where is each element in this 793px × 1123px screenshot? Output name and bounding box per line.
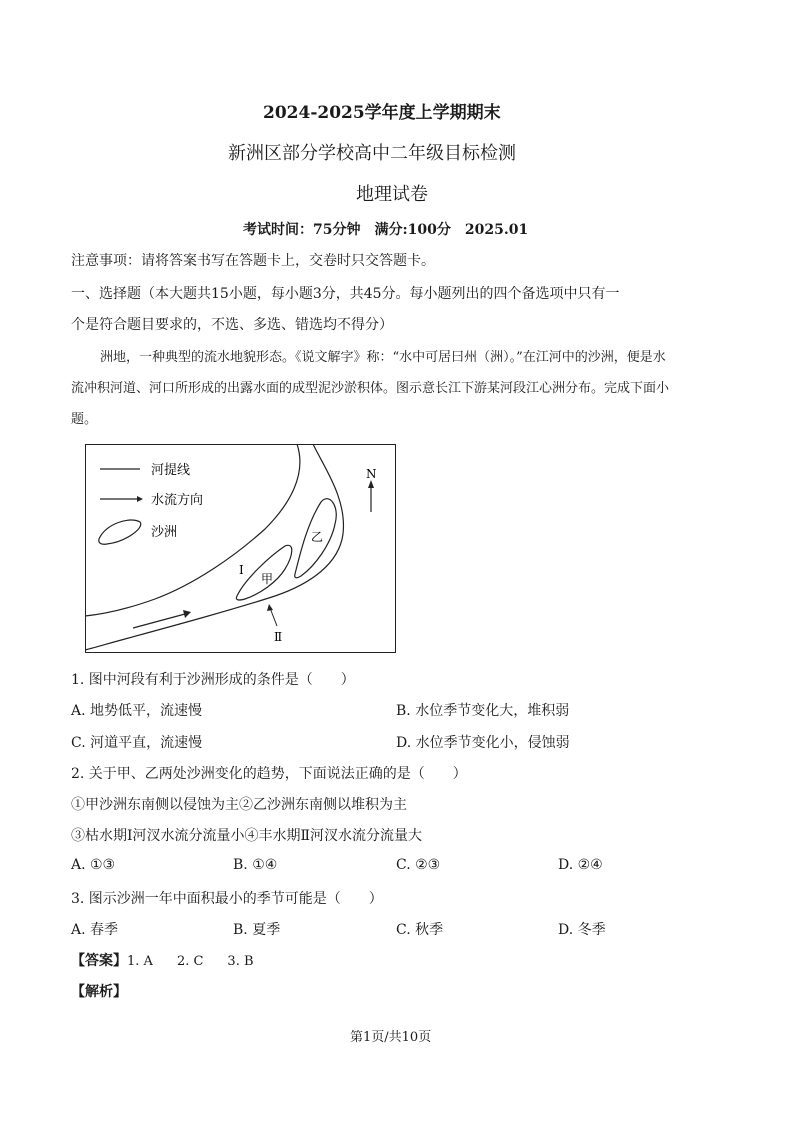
- question-2-option-b: B. ①④: [233, 857, 278, 873]
- question-1-option-a: A. 地势低平，流速慢: [71, 703, 203, 719]
- section-heading-line2: 个是符合题目要求的，不选、多选、错选均不得分）: [71, 317, 393, 333]
- question-3-option-c: C. 秋季: [396, 922, 444, 938]
- exam-title: 2024-2025学年度上学期期末: [263, 103, 501, 123]
- answer-2: 2. C: [176, 954, 204, 969]
- question-1-option-c: C. 河道平直，流速慢: [71, 735, 203, 751]
- sandbar-jia-label: 甲: [261, 572, 274, 586]
- analysis-tag: 【解析】: [71, 984, 127, 1000]
- question-3-option-d: D. 冬季: [558, 922, 606, 938]
- question-3-option-b: B. 夏季: [233, 922, 281, 938]
- answer-1: 1. A: [127, 954, 153, 969]
- question-3-stem: 3. 图示沙洲一年中面积最小的季节可能是（ ）: [71, 891, 383, 907]
- answer-row: [71, 950, 254, 970]
- river-map: [85, 444, 397, 654]
- question-2-option-c: C. ②③: [396, 857, 441, 873]
- answer-3: 3. B: [227, 954, 254, 969]
- question-1-option-b: B. 水位季节变化大，堆积弱: [396, 703, 570, 719]
- subject-title: 地理试卷: [356, 184, 428, 205]
- school-title: 新洲区部分学校高中二年级目标检测: [228, 143, 516, 164]
- legend-flow-label: 水流方向: [151, 493, 204, 508]
- legend-sandbar-label: 沙洲: [151, 525, 178, 540]
- question-2-statement-1: ①甲沙洲东南侧以侵蚀为主②乙沙洲东南侧以堆积为主: [71, 797, 407, 813]
- question-2-option-a: A. ①③: [71, 857, 116, 873]
- section-heading-line1: 一、选择题（本大题共15小题，每小题3分，共45分。每小题列出的四个备选项中只有一: [71, 286, 620, 302]
- question-1-stem: 1. 图中河段有利于沙洲形成的条件是（ ）: [71, 672, 355, 688]
- page-number: 第1页/共10页: [350, 1030, 432, 1045]
- sandbar-yi-label: 乙: [311, 530, 324, 544]
- passage-line1: 洲地，一种典型的流水地貌形态。《说文解字》称：“水中可居曰州（洲）。”在江河中的沙洲，便是水: [100, 350, 666, 365]
- question-2-statement-2: ③枯水期Ⅰ河汊水流分流量小④丰水期Ⅱ河汊水流分流量大: [71, 828, 423, 844]
- passage-line2: 流冲积河道、河口所形成的出露水面的成型泥沙淤积体。图示意长江下游某河段江心洲分布。完成下面小: [71, 381, 670, 396]
- legend-levee-label: 河提线: [151, 463, 191, 478]
- channel-II-label: Ⅱ: [274, 630, 283, 644]
- channel-I-label: Ⅰ: [239, 563, 244, 577]
- notice: 注意事项：请将答案书写在答题卡上，交卷时只交答题卡。: [71, 253, 435, 269]
- passage-line3: 题。: [71, 412, 98, 427]
- exam-info: 考试时间：75分钟 满分:100分 2025.01: [243, 222, 529, 238]
- question-2-stem: 2. 关于甲、乙两处沙洲变化的趋势，下面说法正确的是（ ）: [71, 766, 467, 782]
- question-2-option-d: D. ②④: [558, 857, 603, 873]
- north-label: N: [366, 467, 377, 481]
- question-3-option-a: A. 春季: [71, 922, 119, 938]
- answer-tag: 【答案】: [71, 953, 127, 969]
- question-1-option-d: D. 水位季节变化小，侵蚀弱: [396, 735, 570, 751]
